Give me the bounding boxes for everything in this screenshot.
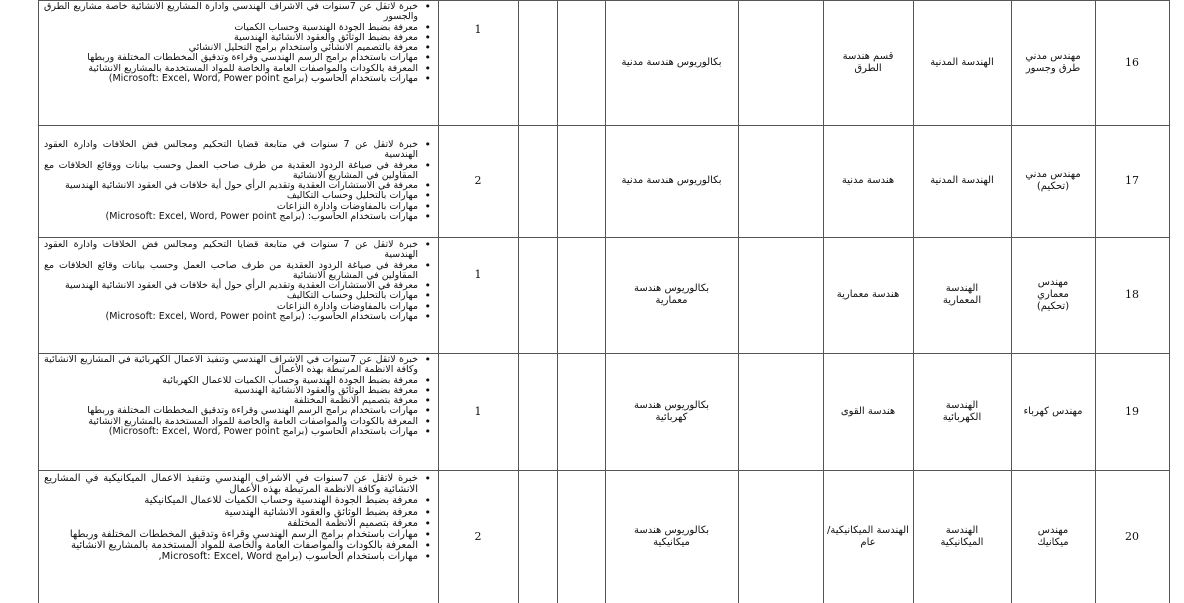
- requirement-item: • معرفة بضبط الجودة الهندسية وحساب الكميات للاعمال الميكانيكية: [44, 495, 418, 506]
- requirement-item: • معرفة في الاستشارات العقدية وتقديم الرأي حول أية خلافات في العقود الانشائية الهندسية: [44, 281, 418, 291]
- jobs-table: [38, 0, 1170, 603]
- requirement-item: • خبرة لاتقل عن 7سنوات في الاشراف الهندسي وتنفيذ الاعمال الكهربائية في المشاريع الانشائية وكافة الانظمة المرتبطة بهذه الأعمال: [44, 355, 418, 376]
- sub-specialization: هندسة معمارية: [836, 289, 900, 300]
- requirements: [44, 2, 432, 124]
- job-title: مهندس كهرباء: [1023, 405, 1083, 417]
- requirement-item: • خبرة لاتقل عن 7 سنوات في متابعة قضايا التحكيم ومجالس فض الخلافات وادارة العقود الهندسية: [44, 140, 418, 161]
- requirements: [44, 240, 432, 352]
- requirement-item: • معرفة بضبط الجودة الهندسية وحساب الكميات: [44, 23, 418, 33]
- job-title: مهندس مدني طرق وجسور: [1025, 50, 1081, 74]
- requirement-item: • مهارات بالمفاوضات وادارة النزاعات: [44, 202, 418, 212]
- table-border-left: [38, 0, 39, 603]
- requirement-item: • المعرفة بالكودات والمواصفات العامة والخاصة للمواد المستخدمة بالمشاريع الانشائية: [44, 64, 418, 74]
- specialization: الهندسة المدنية: [930, 56, 994, 68]
- seq-number: 16: [1125, 55, 1139, 69]
- requirement-item: • مهارات بالتحليل وحساب التكاليف: [44, 191, 418, 201]
- column-divider: [738, 0, 739, 603]
- qualification: بكالوريوس هندسة مدنية: [621, 175, 722, 186]
- job-title: مهندس معماري (تحكيم): [1036, 277, 1070, 312]
- column-divider: [518, 0, 519, 603]
- requirement-item: • معرفة بالتصميم الانشائي واستخدام برامج التحليل الانشائي: [44, 43, 418, 53]
- requirement-item: • مهارات بالمفاوضات وادارة النزاعات: [44, 302, 418, 312]
- table-border-right: [1169, 0, 1170, 603]
- specialization: الهندسة الميكانيكية: [940, 524, 984, 548]
- specialization: الهندسة المدنية: [930, 175, 994, 186]
- requirement-item: • معرفة بضبط الجودة الهندسية وحساب الكميات للاعمال الكهربائية: [44, 376, 418, 386]
- column-divider: [557, 0, 558, 603]
- requirement-item: • مهارات باستخدام الحاسوب (برامج Microsoft: Excel, Word, Power point): [44, 427, 418, 437]
- sub-specialization: هندسة القوى: [840, 405, 896, 417]
- experience-years: 1: [474, 268, 482, 281]
- experience-years: 2: [474, 529, 482, 543]
- requirement-item: • مهارات باستخدام الحاسوب: (برامج Microsoft: Excel, Word, Power point): [44, 312, 418, 322]
- requirement-item: • خبرة لاتقل عن 7سنوات في الاشراف الهندسي وتنفيذ الاعمال الميكانيكية في المشاريع الانشائية وكافة الانظمة المرتبطة بهذه الأعمال: [44, 473, 418, 495]
- requirement-item: • معرفة بتصميم الانظمة المختلفة: [44, 518, 418, 529]
- requirement-item: • المعرفة بالكودات والمواصفات العامة والخاصة للمواد المستخدمة بالمشاريع الانشائية: [44, 417, 418, 427]
- requirements: [44, 473, 432, 603]
- sub-specialization: الهندسة الميكانيكية/عام: [827, 524, 909, 548]
- requirement-item: • المعرفة بالكودات والمواصفات العامة والخاصة للمواد المستخدمة بالمشاريع الانشائية: [44, 540, 418, 551]
- seq-number: 18: [1125, 288, 1139, 301]
- requirement-item: • معرفة بضبط الوثائق والعقود الانشائية الهندسية: [44, 386, 418, 396]
- requirement-item: • معرفة في صياغة الردود العقدية من طرف صاحب العمل وحسب بيانات وقائع الخلافات مع المقاولين في المشاريع الانشائية: [44, 261, 418, 282]
- requirements: [44, 140, 432, 236]
- requirement-item: • مهارات باستخدام برامج الرسم الهندسي وقراءة وتدقيق المخططات المختلفة وربطها: [44, 406, 418, 416]
- qualification: بكالوريوس هندسة مدنية: [621, 56, 722, 68]
- requirement-item: • خبرة لاتقل عن 7سنوات في الاشراف الهندسي وادارة المشاريع الانشائية خاصة مشاريع الطرق والجسور: [44, 2, 418, 23]
- job-title: مهندس ميكانيك: [1037, 524, 1069, 548]
- job-title: مهندس مدني (تحكيم): [1025, 169, 1081, 192]
- seq-number: 17: [1125, 174, 1139, 187]
- requirement-item: • مهارات باستخدام الحاسوب (برامج Microsoft: Excel, Word, Power point): [44, 74, 418, 84]
- experience-years: 1: [474, 404, 482, 418]
- sub-specialization: هندسة مدنية: [841, 175, 895, 186]
- specialization: الهندسة الكهربائية: [942, 399, 982, 423]
- requirement-item: • مهارات باستخدام برامج الرسم الهندسي وقراءة وتدقيق المخططات المختلفة وربطها: [44, 529, 418, 540]
- qualification: بكالوريوس هندسة كهربائية: [633, 399, 709, 423]
- experience-years: 2: [474, 174, 482, 187]
- requirement-item: • معرفة في الاستشارات العقدية وتقديم الرأي حول أية خلافات في العقود الانشائية الهندسية: [44, 181, 418, 191]
- seq-number: 20: [1125, 529, 1139, 543]
- requirement-item: • معرفة في صياغة الردود العقدية من طرف صاحب العمل وحسب بيانات ووقائع الخلافات مع المقاولين في المشاريع الانشائية: [44, 161, 418, 182]
- requirement-item: • مهارات باستخدام الحاسوب: (برامج Microsoft: Excel, Word, Power point): [44, 212, 418, 222]
- qualification: بكالوريوس هندسة ميكانيكية: [633, 524, 709, 548]
- requirement-item: • مهارات بالتحليل وحساب التكاليف: [44, 291, 418, 301]
- qualification: بكالوريوس هندسة معمارية: [633, 283, 709, 306]
- requirement-item: • معرفة بضبط الوثائق والعقود الانشائية الهندسية: [44, 33, 418, 43]
- requirements: [44, 355, 432, 469]
- requirement-item: • معرفة بتصميم الانظمة المختلفة: [44, 396, 418, 406]
- specialization: الهندسة المعمارية: [942, 283, 982, 306]
- requirement-item: • مهارات باستخدام الحاسوب (برامج Microsoft: Excel, Word,: [44, 551, 418, 562]
- requirement-item: • مهارات باستخدام برامج الرسم الهندسي وقراءة وتدقيق المخططات المختلفة وربطها: [44, 53, 418, 63]
- experience-years: 1: [474, 23, 482, 36]
- sub-specialization: قسم هندسة الطرق: [842, 50, 894, 74]
- seq-number: 19: [1125, 404, 1139, 418]
- requirement-item: • معرفة بضبط الوثائق والعقود الانشائية الهندسية: [44, 507, 418, 518]
- requirement-item: • خبرة لاتقل عن 7 سنوات في متابعة قضايا التحكيم ومجالس فض الخلافات وادارة العقود الهندسية: [44, 240, 418, 261]
